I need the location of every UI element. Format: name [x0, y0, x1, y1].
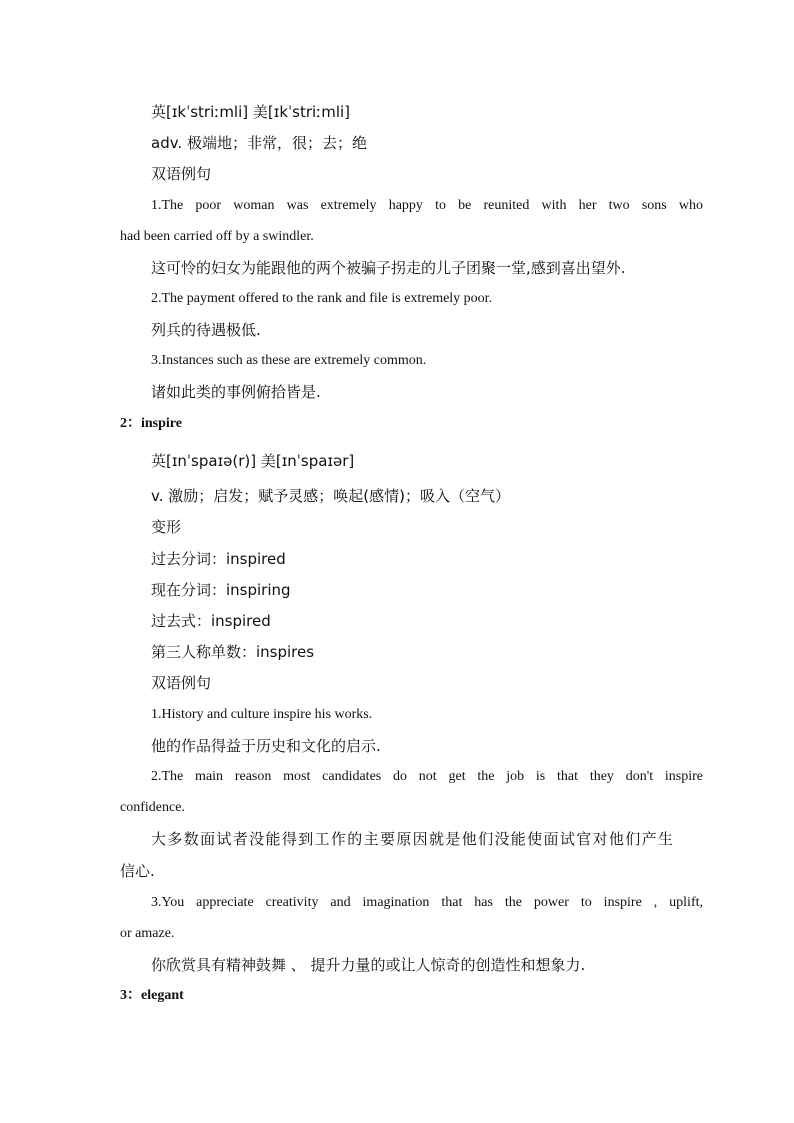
phonetic-extremely: 英[ɪkˈstriːmli] 美[ɪkˈstriːmli] — [151, 103, 351, 121]
example-2-chinese: 列兵的待遇极低. — [151, 321, 261, 339]
entry-heading-elegant: 3：elegant — [120, 988, 184, 1003]
inspire-example-3-chinese: 你欣赏具有精神鼓舞 、 提升力量的或让人惊奇的创造性和想象力. — [151, 956, 586, 974]
form-past-participle: 过去分词：inspired — [151, 550, 286, 568]
examples-heading-extremely: 双语例句 — [151, 165, 212, 183]
forms-heading: 变形 — [151, 518, 182, 536]
entry-heading-inspire: 2：inspire — [120, 416, 182, 431]
inspire-example-2-english-line-1: 2.The main reason most candidates do not get the job is that they don't inspire — [151, 769, 703, 784]
inspire-example-3-english-line-2: or amaze. — [120, 926, 175, 941]
definition-extremely: adv. 极端地；非常，很；去；绝 — [151, 134, 367, 152]
example-1-chinese: 这可怜的妇女为能跟他的两个被骗子拐走的儿子团聚一堂,感到喜出望外. — [151, 259, 626, 277]
example-2-english: 2.The payment offered to the rank and file is extremely poor. — [151, 291, 493, 306]
form-third-person-singular: 第三人称单数：inspires — [151, 643, 315, 661]
example-1-english-line-2: had been carried off by a swindler. — [120, 229, 314, 244]
definition-inspire: v. 激励；启发；赋予灵感；唤起(感情)；吸入（空气） — [151, 487, 510, 505]
example-3-chinese: 诸如此类的事例俯拾皆是. — [151, 383, 321, 401]
inspire-example-1-chinese: 他的作品得益于历史和文化的启示. — [151, 737, 381, 755]
inspire-example-2-chinese-line-2: 信心. — [120, 862, 155, 880]
inspire-example-1-english: 1.History and culture inspire his works. — [151, 707, 373, 722]
inspire-example-2-chinese-line-1: 大多数面试者没能得到工作的主要原因就是他们没能使面试官对他们产生 — [151, 830, 673, 848]
examples-heading-inspire: 双语例句 — [151, 674, 212, 692]
form-present-participle: 现在分词：inspiring — [151, 581, 291, 599]
example-1-english-line-1: 1.The poor woman was extremely happy to be reunited with her two sons who — [151, 198, 703, 213]
inspire-example-2-english-line-2: confidence. — [120, 800, 185, 815]
form-past-tense: 过去式：inspired — [151, 612, 271, 630]
example-3-english: 3.Instances such as these are extremely common. — [151, 353, 427, 368]
inspire-example-3-english-line-1: 3.You appreciate creativity and imagination that has the power to inspire , uplift, — [151, 895, 703, 910]
phonetic-inspire: 英[ɪnˈspaɪə(r)] 美[ɪnˈspaɪər] — [151, 452, 355, 470]
